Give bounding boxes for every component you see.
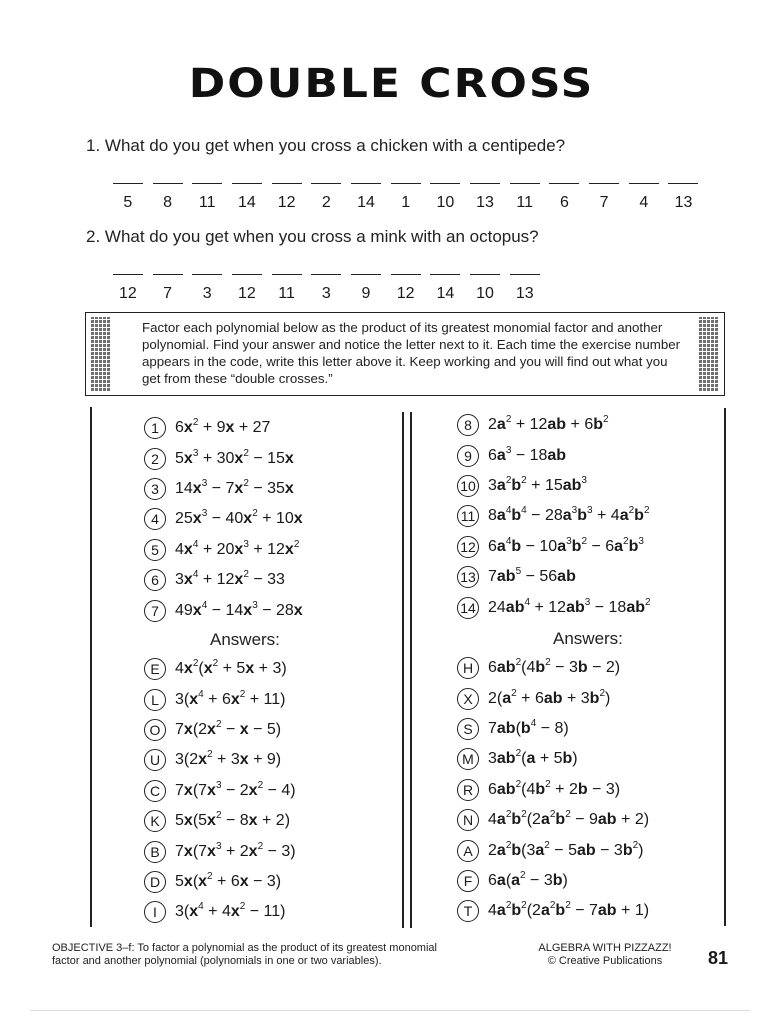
- circled-label: M: [457, 748, 479, 770]
- answer-row: [457, 683, 649, 713]
- circled-label: 9: [457, 445, 479, 467]
- code-blank[interactable]: [624, 183, 664, 212]
- circled-label: I: [144, 901, 166, 923]
- answer-row: [144, 867, 296, 897]
- math-expression: $5x(5x^2 - 8x + 2)$: [175, 810, 291, 830]
- blank-line: [510, 274, 540, 285]
- circled-label: D: [144, 871, 166, 893]
- divider-right: [724, 408, 726, 926]
- answer-row: [457, 866, 649, 896]
- circled-label: 1: [144, 417, 166, 439]
- blank-line: [430, 183, 460, 194]
- blank-line: [391, 183, 421, 194]
- code-blank[interactable]: [108, 274, 148, 303]
- code-blank[interactable]: [227, 274, 267, 303]
- answer-row: [457, 744, 649, 774]
- blank-line: [113, 274, 143, 285]
- blank-line: [153, 274, 183, 285]
- code-blank[interactable]: [346, 274, 386, 303]
- code-blank[interactable]: [465, 183, 505, 212]
- question-1: 1. What do you get when you cross a chicken with a centipede?: [86, 136, 566, 155]
- math-expression: $3(2x^2 + 3x + 9)$: [175, 749, 282, 769]
- blank-line: [470, 183, 500, 194]
- code-blank[interactable]: [664, 183, 704, 212]
- code-number: 10: [476, 285, 494, 302]
- code-number: 13: [674, 194, 693, 211]
- problem-row: [144, 443, 303, 473]
- code-number: 8: [163, 194, 172, 211]
- code-number: 11: [278, 285, 295, 302]
- circled-label: U: [144, 749, 166, 771]
- answer-code-2: [108, 274, 545, 303]
- problem-row: [144, 504, 303, 534]
- math-expression: $5x(x^2 + 6x - 3)$: [175, 870, 282, 890]
- publisher: © Creative Publications: [547, 955, 663, 967]
- blank-line: [470, 274, 500, 285]
- code-blank[interactable]: [306, 183, 346, 212]
- blank-line: [311, 274, 341, 285]
- math-expression: $25x^3 - 40x^2 + 10x$: [175, 508, 303, 528]
- blank-line: [589, 183, 619, 194]
- problem-row: [144, 565, 303, 595]
- code-number: 12: [277, 194, 296, 211]
- decorative-border-left: [91, 317, 111, 391]
- code-blank[interactable]: [187, 274, 227, 303]
- math-expression: $6ab^2(4b^2 + 2b - 3)$: [488, 778, 621, 798]
- code-blank[interactable]: [148, 274, 188, 303]
- code-number: 6: [559, 194, 569, 211]
- code-blank[interactable]: [426, 274, 466, 303]
- math-expression: $6a^4b - 10a^3b^2 - 6a^2b^3$: [488, 535, 644, 555]
- blank-line: [153, 183, 183, 194]
- blank-line: [311, 183, 341, 194]
- circled-label: 8: [457, 414, 479, 436]
- circled-label: X: [457, 688, 479, 710]
- circled-label: 5: [144, 539, 166, 561]
- math-expression: $3a^2b^2 + 15ab^3$: [488, 474, 587, 494]
- blank-line: [351, 274, 381, 285]
- answer-code-1: [108, 183, 703, 212]
- code-number: 3: [202, 285, 212, 302]
- circled-label: T: [457, 900, 479, 922]
- book-title: ALGEBRA WITH PIZZAZZ!: [538, 942, 672, 954]
- circled-label: 13: [457, 566, 479, 588]
- code-number: 11: [198, 194, 216, 211]
- blank-line: [232, 274, 262, 285]
- code-blank[interactable]: [386, 183, 426, 212]
- problem-row: [457, 501, 651, 531]
- math-expression: $6a^3 - 18ab$: [488, 444, 567, 464]
- book-credit: [525, 942, 685, 968]
- divider-center-a: [402, 412, 404, 928]
- code-blank[interactable]: [545, 183, 585, 212]
- math-expression: $8a^4b^4 - 28a^3b^3 + 4a^2b^2$: [488, 505, 650, 525]
- code-number: 7: [163, 285, 172, 302]
- code-blank[interactable]: [386, 274, 426, 303]
- divider-center-b: [410, 412, 412, 928]
- answer-row: [144, 836, 296, 866]
- code-number: 3: [321, 285, 331, 302]
- code-number: 12: [396, 285, 415, 302]
- code-blank[interactable]: [267, 274, 307, 303]
- code-blank[interactable]: [346, 183, 386, 212]
- blank-line: [272, 274, 302, 285]
- blank-line: [430, 274, 460, 285]
- circled-label: E: [144, 658, 166, 680]
- blank-line: [629, 183, 659, 194]
- right-problem-list: [457, 410, 651, 623]
- code-blank[interactable]: [306, 274, 346, 303]
- page-title: DOUBLE CROSS: [188, 60, 595, 107]
- code-blank[interactable]: [505, 274, 545, 303]
- math-expression: $24ab^4 + 12ab^3 - 18ab^2$: [488, 596, 651, 616]
- circled-label: N: [457, 809, 479, 831]
- circled-label: F: [457, 870, 479, 892]
- code-number: 2: [321, 194, 331, 211]
- code-number: 9: [361, 285, 371, 302]
- circled-label: 6: [144, 569, 166, 591]
- code-number: 14: [238, 194, 256, 211]
- blank-line: [668, 183, 698, 194]
- circled-label: 10: [457, 475, 479, 497]
- answer-row: [144, 776, 296, 806]
- problem-row: [457, 592, 651, 622]
- math-expression: $6a(a^2 - 3b)$: [488, 869, 568, 889]
- math-expression: $4x^4 + 20x^3 + 12x^2$: [175, 538, 300, 558]
- blank-line: [232, 183, 262, 194]
- circled-label: H: [457, 657, 479, 679]
- blank-line: [549, 183, 579, 194]
- code-number: 12: [118, 285, 137, 302]
- code-blank[interactable]: [267, 183, 307, 212]
- math-expression: $7ab^5 - 56ab$: [488, 566, 576, 586]
- circled-label: R: [457, 779, 479, 801]
- answer-row: [457, 653, 649, 683]
- answer-row: [457, 775, 649, 805]
- problem-row: [144, 535, 303, 565]
- math-expression: $3(x^4 + 6x^2 + 11)$: [175, 688, 286, 708]
- problem-row: [457, 410, 651, 440]
- answer-row: [457, 805, 649, 835]
- blank-line: [351, 183, 381, 194]
- math-expression: $7x(7x^3 - 2x^2 - 4)$: [175, 779, 296, 799]
- page-number: 81: [708, 948, 729, 968]
- math-expression: $7x(7x^3 + 2x^2 - 3)$: [175, 840, 296, 860]
- math-expression: $7ab(b^4 - 8)$: [488, 717, 569, 737]
- objective-line-1: OBJECTIVE 3–f: To factor a polynomial as the product of its greatest monomial: [52, 942, 437, 954]
- blank-line: [391, 274, 421, 285]
- circled-label: A: [457, 840, 479, 862]
- math-expression: $5x^3 + 30x^2 - 15x$: [175, 447, 294, 467]
- math-expression: $2a^2 + 12ab + 6b^2$: [488, 414, 609, 434]
- math-expression: $6x^2 + 9x + 27$: [175, 417, 271, 437]
- decorative-border-right: [699, 317, 719, 391]
- problem-row: [457, 562, 651, 592]
- answer-row: [457, 714, 649, 744]
- blank-line: [192, 183, 222, 194]
- circled-label: K: [144, 810, 166, 832]
- answer-row: [457, 896, 649, 926]
- circled-label: 14: [457, 597, 479, 619]
- code-number: 14: [436, 285, 455, 302]
- code-number: 13: [515, 285, 534, 302]
- code-blank[interactable]: [465, 274, 505, 303]
- answer-row: [144, 806, 296, 836]
- circled-label: L: [144, 689, 166, 711]
- instructions-box: [85, 312, 725, 396]
- objective-line-2: factor and another polynomial (polynomials in one or two variables).: [52, 955, 382, 967]
- code-number: 10: [436, 194, 455, 211]
- answer-row: [144, 897, 296, 927]
- code-number: 13: [476, 194, 494, 211]
- circled-label: B: [144, 841, 166, 863]
- code-number: 11: [516, 194, 534, 211]
- code-blank[interactable]: [505, 183, 545, 212]
- code-blank[interactable]: [426, 183, 466, 212]
- math-expression: $2a^2b(3a^2 - 5ab - 3b^2)$: [488, 839, 644, 859]
- bottom-rule: [30, 1010, 750, 1011]
- circled-label: O: [144, 719, 166, 741]
- divider-left: [90, 407, 92, 927]
- answers-heading-left: Answers:: [210, 630, 280, 649]
- code-number: 5: [123, 194, 133, 211]
- circled-label: 2: [144, 448, 166, 470]
- code-number: 1: [401, 194, 411, 211]
- code-blank[interactable]: [584, 183, 624, 212]
- problem-row: [144, 595, 303, 625]
- circled-label: 4: [144, 508, 166, 530]
- blank-line: [113, 183, 143, 194]
- code-number: 12: [238, 285, 256, 302]
- code-blank[interactable]: [108, 183, 148, 212]
- code-number: 7: [599, 194, 609, 211]
- answer-row: [457, 835, 649, 865]
- problem-row: [144, 474, 303, 504]
- circled-label: 3: [144, 478, 166, 500]
- right-answer-list: [457, 653, 649, 927]
- math-expression: $4a^2b^2(2a^2b^2 - 9ab + 2)$: [488, 809, 650, 829]
- left-problem-list: [144, 413, 303, 626]
- objective-note: [52, 942, 522, 968]
- math-expression: $14x^3 - 7x^2 - 35x$: [175, 477, 294, 497]
- answer-row: [144, 715, 296, 745]
- math-expression: $3x^4 + 12x^2 - 33$: [175, 569, 285, 589]
- code-blank[interactable]: [148, 183, 188, 212]
- math-expression: $4x^2(x^2 + 5x + 3)$: [175, 658, 287, 678]
- answer-row: [144, 745, 296, 775]
- circled-label: 7: [144, 600, 166, 622]
- problem-row: [144, 413, 303, 443]
- left-answer-list: [144, 654, 296, 928]
- answers-heading-right: Answers:: [553, 629, 623, 648]
- blank-line: [192, 274, 222, 285]
- circled-label: S: [457, 718, 479, 740]
- problem-row: [457, 532, 651, 562]
- problem-row: [457, 471, 651, 501]
- blank-line: [272, 183, 302, 194]
- math-expression: $3(x^4 + 4x^2 - 11)$: [175, 901, 286, 921]
- code-blank[interactable]: [227, 183, 267, 212]
- code-number: 4: [639, 194, 649, 211]
- circled-label: C: [144, 780, 166, 802]
- math-expression: $49x^4 - 14x^3 - 28x$: [175, 599, 303, 619]
- code-blank[interactable]: [187, 183, 227, 212]
- circled-label: 11: [457, 505, 479, 527]
- problem-row: [457, 440, 651, 470]
- math-expression: $2(a^2 + 6ab + 3b^2)$: [488, 687, 611, 707]
- math-expression: $3ab^2(a + 5b)$: [488, 748, 578, 768]
- math-expression: $6ab^2(4b^2 - 3b - 2)$: [488, 657, 621, 677]
- blank-line: [510, 183, 540, 194]
- math-expression: $7x(2x^2 - x - 5)$: [175, 718, 282, 738]
- instructions-text: Factor each polynomial below as the product of its greatest monomial factor and another polynomial. Find your answer and notice the letter next to it. Each time the exercise number appears in the code, write this letter above it. Keep working and you will find out what you get from these “double crosses.”: [142, 320, 681, 386]
- question-2: 2. What do you get when you cross a mink with an octopus?: [86, 227, 539, 246]
- code-number: 14: [357, 194, 375, 211]
- circled-label: 12: [457, 536, 479, 558]
- answer-row: [144, 684, 296, 714]
- answer-row: [144, 654, 296, 684]
- math-expression: $4a^2b^2(2a^2b^2 - 7ab + 1)$: [488, 900, 650, 920]
